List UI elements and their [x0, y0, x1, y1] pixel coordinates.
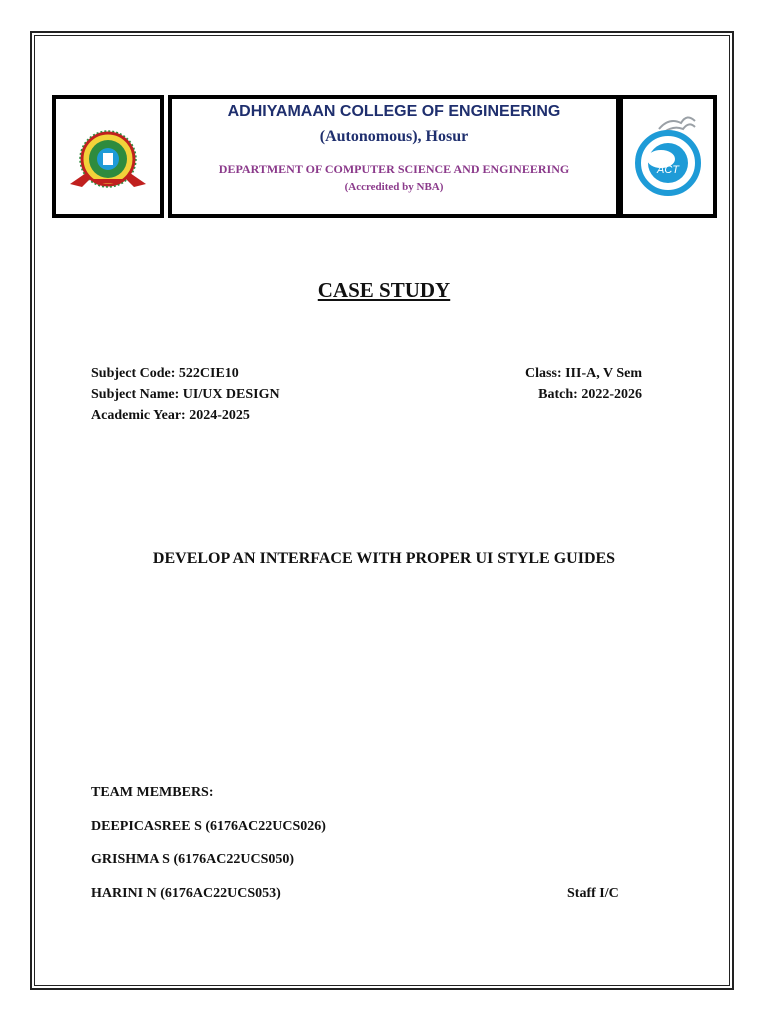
- subject-name: Subject Name: UI/UX DESIGN: [91, 387, 280, 402]
- college-name: ADHIYAMAAN COLLEGE OF ENGINEERING: [227, 103, 561, 120]
- staff-incharge-label: Staff I/C: [567, 886, 619, 901]
- college-emblem-icon: [56, 99, 160, 214]
- batch-label: Batch: 2022-2026: [538, 387, 642, 402]
- document-title: CASE STUDY: [317, 278, 451, 302]
- accreditation: (Accredited by NBA): [344, 181, 444, 193]
- college-subtitle: (Autonomous), Hosur: [319, 128, 469, 145]
- team-heading: TEAM MEMBERS:: [91, 785, 214, 800]
- subject-info: [91, 363, 280, 426]
- act-logo-text: ACT: [657, 164, 679, 176]
- department-name: DEPARTMENT OF COMPUTER SCIENCE AND ENGINEERING: [218, 162, 570, 176]
- act-logo-box: [619, 95, 717, 218]
- team-member: DEEPICASREE S (6176AC22UCS026): [91, 819, 326, 834]
- class-info: [525, 363, 642, 405]
- academic-year: Academic Year: 2024-2025: [91, 408, 250, 423]
- act-logo-icon: [623, 99, 713, 214]
- team-member: HARINI N (6176AC22UCS053): [91, 886, 281, 901]
- college-header: [168, 95, 620, 218]
- class-label: Class: III-A, V Sem: [525, 366, 642, 381]
- team-member: GRISHMA S (6176AC22UCS050): [91, 852, 295, 867]
- subject-code: Subject Code: 522CIE10: [91, 366, 239, 381]
- case-study-topic: DEVELOP AN INTERFACE WITH PROPER UI STYLE GUIDES: [152, 550, 616, 567]
- college-logo-box: [52, 95, 164, 218]
